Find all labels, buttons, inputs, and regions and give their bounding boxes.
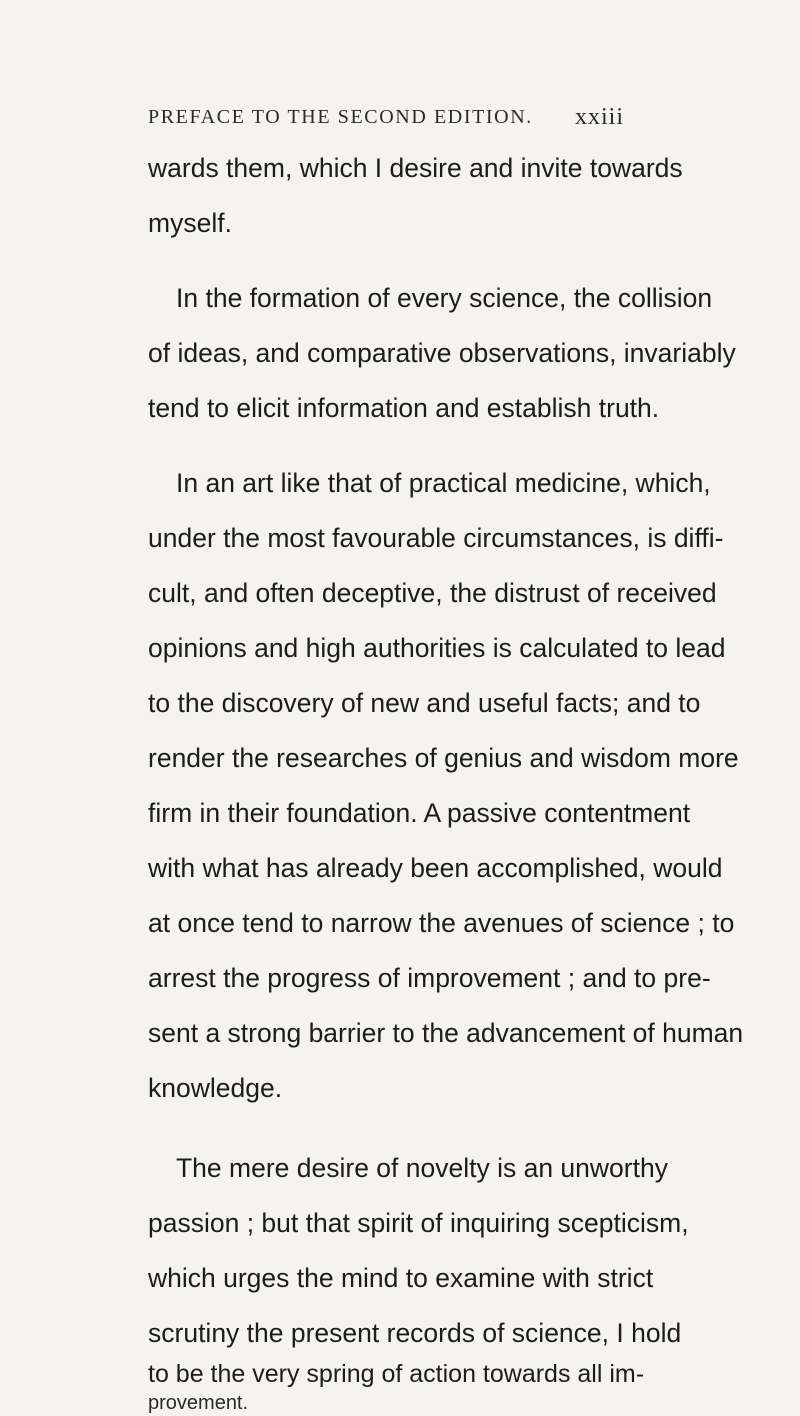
text-line: sent a strong barrier to the advancement of human [148,1018,744,1048]
text-line: firm in their foundation. A passive contentment [148,798,691,828]
text-line: passion ; but that spirit of inquiring scepticism, [148,1208,689,1238]
text-line: The mere desire of novelty is an unworthy [176,1153,668,1183]
text-line: tend to elicit information and establish truth. [148,393,660,423]
text-line: cult, and often deceptive, the distrust of received [148,578,717,608]
text-line: opinions and high authorities is calculated to lead [148,633,726,663]
text-line: under the most favourable circumstances, is diffi- [148,523,724,553]
text-line: to the discovery of new and useful facts; and to [148,688,701,718]
running-head-title: PREFACE TO THE SECOND EDITION. [148,106,533,128]
text-line: scrutiny the present records of science, I hold [148,1318,682,1348]
text-line: In the formation of every science, the collision [176,283,713,313]
text-line: arrest the progress of improvement ; and to pre- [148,963,711,993]
page-number: xxiii [574,104,624,130]
text-line: at once tend to narrow the avenues of science ; to [148,908,735,938]
text-line: of ideas, and comparative observations, invariably [148,338,736,368]
text-line: wards them, which I desire and invite towards [148,153,683,183]
text-line: which urges the mind to examine with strict [148,1263,654,1293]
text-line: provement. [148,1392,249,1414]
text-line: In an art like that of practical medicine, which, [176,468,711,498]
running-head [148,100,624,136]
text-line: to be the very spring of action towards all im- [148,1360,645,1388]
text-line: myself. [148,208,232,238]
text-line: knowledge. [148,1073,283,1103]
text-line: render the researches of genius and wisdom more [148,743,739,773]
text-line: with what has already been accomplished, would [148,853,723,883]
